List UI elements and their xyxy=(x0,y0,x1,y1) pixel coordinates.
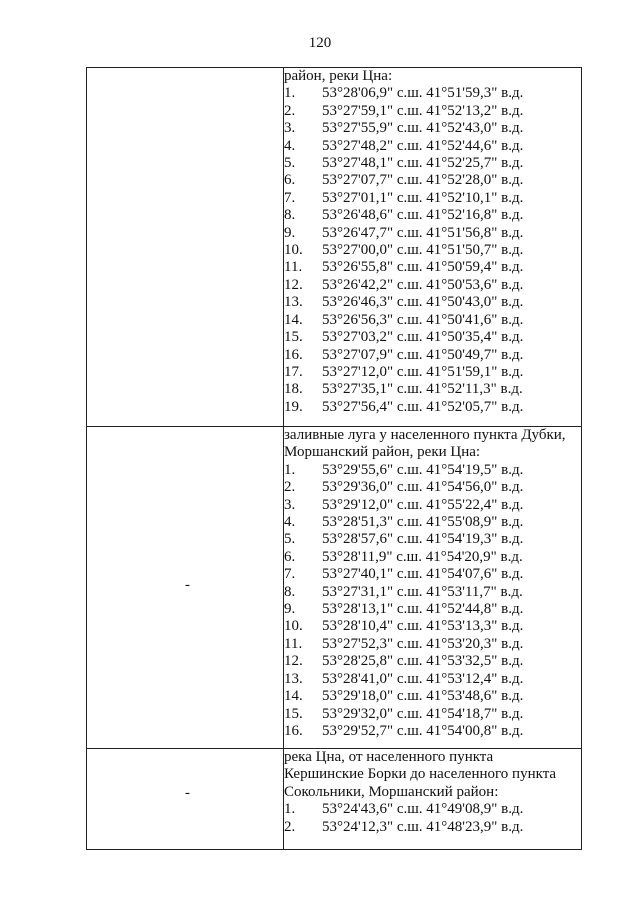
coordinate-point: 1. 53°24'43,6" с.ш. 41°49'08,9" в.д. xyxy=(284,801,524,818)
section-title-line: Моршанский район, реки Цна: xyxy=(284,444,481,461)
coordinate-point: 19. 53°27'56,4" с.ш. 41°52'05,7" в.д. xyxy=(284,398,524,415)
coordinate-point: 5. 53°27'48,1" с.ш. 41°52'25,7" в.д. xyxy=(284,155,524,172)
coordinate-point: 9. 53°28'13,1" с.ш. 41°52'44,8" в.д. xyxy=(284,601,524,618)
coordinate-point: 12. 53°26'42,2" с.ш. 41°50'53,6" в.д. xyxy=(284,276,524,293)
coordinate-point: 17. 53°27'12,0" с.ш. 41°51'59,1" в.д. xyxy=(284,363,524,380)
coordinate-point: 16. 53°27'07,9" с.ш. 41°50'49,7" в.д. xyxy=(284,346,524,363)
right-cell-row-3 xyxy=(284,749,582,850)
coordinate-point: 13. 53°28'41,0" с.ш. 41°53'12,4" в.д. xyxy=(284,670,524,687)
left-cell-dash: - xyxy=(185,785,190,801)
coordinate-point: 8. 53°27'31,1" с.ш. 41°53'11,7" в.д. xyxy=(284,583,523,600)
coordinate-point: 1. 53°29'55,6" с.ш. 41°54'19,5" в.д. xyxy=(284,461,524,478)
right-cell-row-1 xyxy=(284,68,582,427)
left-cell-row-3 xyxy=(87,749,284,850)
table-row-3 xyxy=(87,749,582,850)
coordinate-point: 6. 53°28'11,9" с.ш. 41°54'20,9" в.д. xyxy=(284,548,523,565)
section-title-line: Кершинские Борки до населенного пункта xyxy=(284,766,557,783)
coordinate-point: 3. 53°29'12,0" с.ш. 41°55'22,4" в.д. xyxy=(284,496,524,513)
table-row-1 xyxy=(87,68,582,427)
coordinate-point: 7. 53°27'01,1" с.ш. 41°52'10,1" в.д. xyxy=(284,189,524,206)
coordinate-point: 4. 53°28'51,3" с.ш. 41°55'08,9" в.д. xyxy=(284,514,524,531)
coordinate-point: 5. 53°28'57,6" с.ш. 41°54'19,3" в.д. xyxy=(284,531,524,548)
coordinate-point: 11. 53°26'55,8" с.ш. 41°50'59,4" в.д. xyxy=(284,259,524,276)
coordinate-point: 11. 53°27'52,3" с.ш. 41°53'20,3" в.д. xyxy=(284,635,524,652)
coordinate-point: 10. 53°27'00,0" с.ш. 41°51'50,7" в.д. xyxy=(284,242,524,259)
coordinate-point: 2. 53°27'59,1" с.ш. 41°52'13,2" в.д. xyxy=(284,102,524,119)
coordinate-point: 16. 53°29'52,7" с.ш. 41°54'00,8" в.д. xyxy=(284,722,524,739)
coordinate-point: 3. 53°27'55,9" с.ш. 41°52'43,0" в.д. xyxy=(284,120,524,137)
left-cell-row-1 xyxy=(87,68,284,427)
section-title-line: Сокольники, Моршанский район: xyxy=(284,783,499,800)
coordinate-point: 7. 53°27'40,1" с.ш. 41°54'07,6" в.д. xyxy=(284,566,524,583)
coordinates-table xyxy=(86,67,582,850)
coordinate-point: 6. 53°27'07,7" с.ш. 41°52'28,0" в.д. xyxy=(284,172,524,189)
section-title-line: заливные луга у населенного пункта Дубки, xyxy=(284,427,566,443)
coordinate-point: 14. 53°29'18,0" с.ш. 41°53'48,6" в.д. xyxy=(284,688,524,705)
coordinate-point: 10. 53°28'10,4" с.ш. 41°53'13,3" в.д. xyxy=(284,618,524,635)
left-cell-dash: - xyxy=(185,577,190,593)
section-title-line: район, реки Цна: xyxy=(284,68,393,84)
coordinate-point: 14. 53°26'56,3" с.ш. 41°50'41,6" в.д. xyxy=(284,311,524,328)
coordinate-point: 15. 53°27'03,2" с.ш. 41°50'35,4" в.д. xyxy=(284,329,524,346)
page-number: 120 xyxy=(308,35,332,51)
coordinate-point: 13. 53°26'46,3" с.ш. 41°50'43,0" в.д. xyxy=(284,294,524,311)
table-row-2 xyxy=(87,427,582,749)
coordinate-point: 18. 53°27'35,1" с.ш. 41°52'11,3" в.д. xyxy=(284,381,523,398)
coordinate-point: 15. 53°29'32,0" с.ш. 41°54'18,7" в.д. xyxy=(284,705,524,722)
coordinate-point: 1. 53°28'06,9" с.ш. 41°51'59,3" в.д. xyxy=(284,85,524,102)
coordinate-point: 12. 53°28'25,8" с.ш. 41°53'32,5" в.д. xyxy=(284,653,524,670)
coordinate-point: 9. 53°26'47,7" с.ш. 41°51'56,8" в.д. xyxy=(284,224,524,241)
coordinate-point: 2. 53°29'36,0" с.ш. 41°54'56,0" в.д. xyxy=(284,479,524,496)
coordinate-point: 8. 53°26'48,6" с.ш. 41°52'16,8" в.д. xyxy=(284,207,524,224)
right-cell-row-2 xyxy=(284,427,582,749)
section-title-line: река Цна, от населенного пункта xyxy=(284,749,494,765)
coordinate-point: 2. 53°24'12,3" с.ш. 41°48'23,9" в.д. xyxy=(284,818,524,835)
coordinate-point: 4. 53°27'48,2" с.ш. 41°52'44,6" в.д. xyxy=(284,137,524,154)
left-cell-row-2 xyxy=(87,427,284,749)
